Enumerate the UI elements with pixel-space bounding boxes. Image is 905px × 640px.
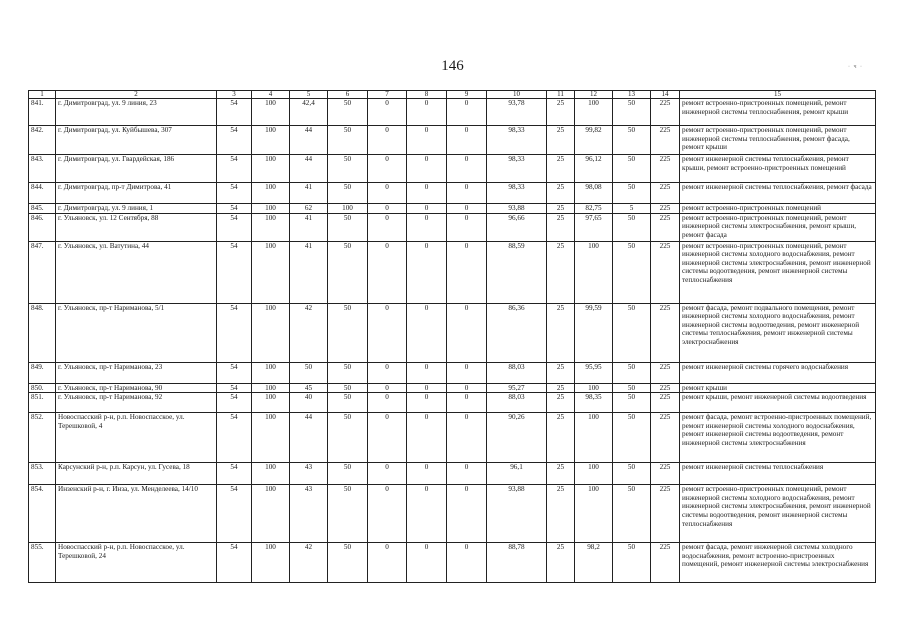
cell-row-number: 849. [29,362,56,383]
cell-col-12: 98,2 [575,543,613,583]
cell-col-12: 98,35 [575,393,613,413]
cell-col-14: 225 [651,241,680,303]
column-header-3: 3 [217,91,252,99]
cell-work-types: ремонт фасада, ремонт подвального помещения, ремонт инженерной системы холодного водоснабжения, ремонт инженерной системы водоотведения, ремонт инженерной системы теплоснабжения, ремонт инженерной системы электроснабжения [680,303,876,362]
cell-col-13: 50 [613,183,651,204]
cell-col-14: 225 [651,463,680,485]
cell-col-13: 50 [613,485,651,543]
page-number: 146 [441,58,464,74]
cell-col-12: 100 [575,241,613,303]
cell-row-number: 842. [29,126,56,155]
cell-col-9: 0 [447,413,487,463]
cell-col-8: 0 [407,213,447,241]
table-row [29,413,876,463]
cell-col-7: 0 [368,383,407,393]
cell-col-5: 42,4 [290,99,328,126]
cell-col-7: 0 [368,126,407,155]
cell-col-3: 54 [217,99,252,126]
cell-col-9: 0 [447,383,487,393]
cell-col-11: 25 [547,413,575,463]
cell-col-10: 88,03 [487,362,547,383]
cell-col-7: 0 [368,213,407,241]
cell-col-9: 0 [447,213,487,241]
cell-col-10: 93,88 [487,485,547,543]
cell-row-number: 848. [29,303,56,362]
cell-col-13: 50 [613,126,651,155]
cell-work-types: ремонт фасада, ремонт инженерной системы холодного водоснабжения, ремонт встроенно-пристроенных помещений, ремонт инженерной системы электроснабжения [680,543,876,583]
cell-col-12: 100 [575,485,613,543]
cell-col-10: 95,27 [487,383,547,393]
table-row [29,543,876,583]
cell-col-13: 50 [613,155,651,183]
cell-col-7: 0 [368,99,407,126]
column-header-11: 11 [547,91,575,99]
cell-col-14: 225 [651,485,680,543]
cell-col-10: 98,33 [487,126,547,155]
table-row [29,183,876,204]
cell-address: г. Димитровград, пр-т Димитрова, 41 [56,183,217,204]
column-header-12: 12 [575,91,613,99]
cell-row-number: 855. [29,543,56,583]
cell-col-3: 54 [217,241,252,303]
cell-col-4: 100 [252,543,290,583]
cell-col-9: 0 [447,204,487,214]
cell-col-7: 0 [368,303,407,362]
cell-col-3: 54 [217,362,252,383]
cell-col-12: 99,82 [575,126,613,155]
cell-col-6: 50 [328,393,368,413]
cell-col-3: 54 [217,485,252,543]
cell-col-4: 100 [252,485,290,543]
cell-col-4: 100 [252,204,290,214]
cell-col-5: 41 [290,183,328,204]
cell-col-5: 44 [290,126,328,155]
table-row [29,155,876,183]
cell-col-11: 25 [547,485,575,543]
cell-col-5: 41 [290,241,328,303]
cell-col-9: 0 [447,362,487,383]
cell-row-number: 847. [29,241,56,303]
cell-col-12: 100 [575,383,613,393]
cell-col-7: 0 [368,183,407,204]
cell-col-6: 50 [328,99,368,126]
column-header-2: 2 [56,91,217,99]
cell-col-5: 43 [290,485,328,543]
corner-mark: · ч · [848,64,864,70]
cell-col-8: 0 [407,126,447,155]
cell-col-14: 225 [651,393,680,413]
column-header-4: 4 [252,91,290,99]
cell-col-5: 45 [290,383,328,393]
cell-col-3: 54 [217,155,252,183]
cell-col-4: 100 [252,99,290,126]
cell-col-8: 0 [407,463,447,485]
cell-col-13: 50 [613,413,651,463]
cell-col-13: 50 [613,543,651,583]
cell-col-11: 25 [547,362,575,383]
column-header-6: 6 [328,91,368,99]
cell-col-13: 50 [613,383,651,393]
cell-work-types: ремонт встроенно-пристроенных помещений, ремонт инженерной системы холодного водоснабжения, ремонт инженерной системы электроснабжения, ремонт инженерной системы водоотведения, ремонт инженерной системы теплоснабжения [680,241,876,303]
cell-row-number: 841. [29,99,56,126]
cell-col-11: 25 [547,241,575,303]
cell-col-8: 0 [407,413,447,463]
cell-work-types: ремонт инженерной системы теплоснабжения, ремонт фасада [680,183,876,204]
cell-work-types: ремонт встроенно-пристроенных помещений, ремонт инженерной системы теплоснабжения, ремонт фасада, ремонт крыши [680,126,876,155]
cell-address: Карсунский р-н, р.п. Карсун, ул. Гусева, 18 [56,463,217,485]
cell-col-10: 98,33 [487,183,547,204]
cell-col-14: 225 [651,213,680,241]
cell-col-10: 86,36 [487,303,547,362]
cell-col-14: 225 [651,543,680,583]
cell-col-4: 100 [252,362,290,383]
cell-address: г. Ульяновск, ул. Ватутина, 44 [56,241,217,303]
cell-work-types: ремонт инженерной системы теплоснабжения [680,463,876,485]
column-header-14: 14 [651,91,680,99]
cell-address: г. Ульяновск, пр-т Нариманова, 92 [56,393,217,413]
cell-col-10: 96,66 [487,213,547,241]
cell-col-10: 88,59 [487,241,547,303]
cell-col-14: 225 [651,303,680,362]
cell-col-11: 25 [547,383,575,393]
cell-col-14: 225 [651,204,680,214]
cell-col-3: 54 [217,126,252,155]
cell-col-5: 42 [290,543,328,583]
cell-col-6: 50 [328,183,368,204]
cell-col-7: 0 [368,204,407,214]
cell-col-13: 50 [613,213,651,241]
cell-col-13: 5 [613,204,651,214]
cell-address: Новоспасский р-н, р.п. Новоспасское, ул. Терешковой, 24 [56,543,217,583]
cell-col-9: 0 [447,485,487,543]
cell-col-13: 50 [613,393,651,413]
cell-row-number: 851. [29,393,56,413]
cell-col-12: 82,75 [575,204,613,214]
cell-col-9: 0 [447,99,487,126]
cell-col-12: 98,08 [575,183,613,204]
cell-row-number: 853. [29,463,56,485]
cell-col-11: 25 [547,99,575,126]
cell-col-6: 50 [328,155,368,183]
cell-col-8: 0 [407,241,447,303]
cell-col-3: 54 [217,204,252,214]
cell-col-4: 100 [252,413,290,463]
cell-row-number: 850. [29,383,56,393]
cell-col-10: 93,88 [487,204,547,214]
column-header-9: 9 [447,91,487,99]
cell-col-6: 50 [328,241,368,303]
cell-col-6: 50 [328,303,368,362]
cell-col-4: 100 [252,463,290,485]
table-row [29,99,876,126]
cell-work-types: ремонт инженерной системы горячего водоснабжения [680,362,876,383]
cell-col-3: 54 [217,383,252,393]
cell-col-8: 0 [407,362,447,383]
cell-col-9: 0 [447,393,487,413]
cell-col-13: 50 [613,362,651,383]
cell-col-5: 43 [290,463,328,485]
cell-col-4: 100 [252,213,290,241]
cell-col-8: 0 [407,303,447,362]
cell-col-9: 0 [447,183,487,204]
cell-col-12: 100 [575,413,613,463]
column-header-13: 13 [613,91,651,99]
cell-work-types: ремонт крыши, ремонт инженерной системы водоотведения [680,393,876,413]
cell-address: г. Ульяновск, пр-т Нариманова, 23 [56,362,217,383]
cell-col-10: 96,1 [487,463,547,485]
cell-col-14: 225 [651,413,680,463]
cell-col-5: 50 [290,362,328,383]
cell-col-4: 100 [252,383,290,393]
cell-address: Новоспасский р-н, р.п. Новоспасское, ул. Терешковой, 4 [56,413,217,463]
table-row [29,241,876,303]
cell-col-8: 0 [407,183,447,204]
cell-col-7: 0 [368,393,407,413]
cell-address: г. Ульяновск, ул. 12 Сентября, 88 [56,213,217,241]
column-header-1: 1 [29,91,56,99]
cell-col-9: 0 [447,543,487,583]
cell-address: г. Димитровград, ул. 9 линия, 1 [56,204,217,214]
cell-col-9: 0 [447,126,487,155]
table-row [29,126,876,155]
cell-col-7: 0 [368,155,407,183]
cell-address: г. Ульяновск, пр-т Нариманова, 5/1 [56,303,217,362]
cell-col-14: 225 [651,383,680,393]
table-row [29,204,876,214]
cell-col-11: 25 [547,543,575,583]
cell-col-14: 225 [651,126,680,155]
cell-col-9: 0 [447,463,487,485]
cell-col-11: 25 [547,393,575,413]
cell-col-6: 100 [328,204,368,214]
table-row [29,303,876,362]
cell-col-8: 0 [407,204,447,214]
cell-row-number: 846. [29,213,56,241]
cell-col-7: 0 [368,241,407,303]
cell-work-types: ремонт инженерной системы теплоснабжения, ремонт крыши, ремонт встроенно-пристроенных помещений [680,155,876,183]
cell-col-7: 0 [368,543,407,583]
cell-col-8: 0 [407,99,447,126]
cell-row-number: 852. [29,413,56,463]
cell-col-3: 54 [217,303,252,362]
cell-col-6: 50 [328,126,368,155]
cell-address: г. Димитровград, ул. Куйбышева, 307 [56,126,217,155]
cell-col-3: 54 [217,413,252,463]
cell-row-number: 854. [29,485,56,543]
cell-col-6: 50 [328,213,368,241]
cell-col-9: 0 [447,155,487,183]
cell-col-7: 0 [368,413,407,463]
cell-col-14: 225 [651,155,680,183]
table-row [29,362,876,383]
cell-col-10: 88,03 [487,393,547,413]
cell-col-3: 54 [217,393,252,413]
column-header-8: 8 [407,91,447,99]
cell-col-3: 54 [217,543,252,583]
cell-col-3: 54 [217,463,252,485]
column-number-header [29,91,876,99]
column-header-15: 15 [680,91,876,99]
cell-col-14: 225 [651,183,680,204]
cell-col-10: 90,26 [487,413,547,463]
cell-col-4: 100 [252,303,290,362]
cell-col-4: 100 [252,241,290,303]
cell-col-6: 50 [328,543,368,583]
cell-col-8: 0 [407,393,447,413]
table-row [29,393,876,413]
cell-col-11: 25 [547,183,575,204]
cell-col-10: 88,78 [487,543,547,583]
cell-col-6: 50 [328,463,368,485]
cell-col-8: 0 [407,485,447,543]
cell-col-13: 50 [613,99,651,126]
cell-col-11: 25 [547,155,575,183]
cell-work-types: ремонт встроенно-пристроенных помещений, ремонт инженерной системы холодного водоснабжения, ремонт инженерной системы электроснабжения, ремонт инженерной системы водоотведения, ремонт инженерной системы теплоснабжения [680,485,876,543]
cell-col-3: 54 [217,183,252,204]
cell-col-11: 25 [547,126,575,155]
cell-col-3: 54 [217,213,252,241]
cell-col-8: 0 [407,383,447,393]
cell-col-10: 93,78 [487,99,547,126]
cell-address: г. Ульяновск, пр-т Нариманова, 90 [56,383,217,393]
cell-col-5: 44 [290,413,328,463]
cell-col-6: 50 [328,383,368,393]
cell-col-5: 62 [290,204,328,214]
cell-col-4: 100 [252,393,290,413]
table-row [29,463,876,485]
cell-col-14: 225 [651,362,680,383]
cell-row-number: 843. [29,155,56,183]
cell-work-types: ремонт крыши [680,383,876,393]
cell-col-12: 100 [575,463,613,485]
cell-col-5: 44 [290,155,328,183]
cell-col-4: 100 [252,155,290,183]
cell-col-13: 50 [613,303,651,362]
cell-work-types: ремонт встроенно-пристроенных помещений, ремонт инженерной системы теплоснабжения, ремонт крыши [680,99,876,126]
cell-col-11: 25 [547,213,575,241]
cell-address: Инзенский р-н, г. Инза, ул. Менделеева, 14/10 [56,485,217,543]
cell-col-6: 50 [328,362,368,383]
cell-address: г. Димитровград, ул. 9 линия, 23 [56,99,217,126]
table-row [29,383,876,393]
cell-col-8: 0 [407,543,447,583]
table-row [29,213,876,241]
cell-col-5: 41 [290,213,328,241]
cell-col-10: 98,33 [487,155,547,183]
cell-col-5: 42 [290,303,328,362]
cell-row-number: 844. [29,183,56,204]
cell-work-types: ремонт встроенно-пристроенных помещений [680,204,876,214]
cell-work-types: ремонт встроенно-пристроенных помещений, ремонт инженерной системы электроснабжения, ремонт крыши, ремонт фасада [680,213,876,241]
cell-col-7: 0 [368,485,407,543]
cell-col-4: 100 [252,183,290,204]
cell-col-5: 40 [290,393,328,413]
cell-address: г. Димитровград, ул. Гвардейская, 186 [56,155,217,183]
cell-col-9: 0 [447,241,487,303]
table-row [29,485,876,543]
cell-col-12: 100 [575,99,613,126]
cell-col-12: 95,95 [575,362,613,383]
cell-col-7: 0 [368,362,407,383]
cell-col-4: 100 [252,126,290,155]
cell-col-12: 96,12 [575,155,613,183]
cell-col-9: 0 [447,303,487,362]
cell-col-13: 50 [613,241,651,303]
register-table [28,90,876,583]
cell-row-number: 845. [29,204,56,214]
cell-col-7: 0 [368,463,407,485]
column-header-5: 5 [290,91,328,99]
column-header-7: 7 [368,91,407,99]
cell-col-12: 99,59 [575,303,613,362]
cell-col-6: 50 [328,413,368,463]
cell-col-8: 0 [407,155,447,183]
cell-col-11: 25 [547,463,575,485]
cell-col-13: 50 [613,463,651,485]
cell-col-14: 225 [651,99,680,126]
cell-col-11: 25 [547,204,575,214]
cell-col-6: 50 [328,485,368,543]
column-header-10: 10 [487,91,547,99]
cell-col-12: 97,65 [575,213,613,241]
cell-work-types: ремонт фасада, ремонт встроенно-пристроенных помещений, ремонт инженерной системы холодного водоснабжения, ремонт инженерной системы водоотведения, ремонт инженерной системы электроснабжения [680,413,876,463]
cell-col-11: 25 [547,303,575,362]
